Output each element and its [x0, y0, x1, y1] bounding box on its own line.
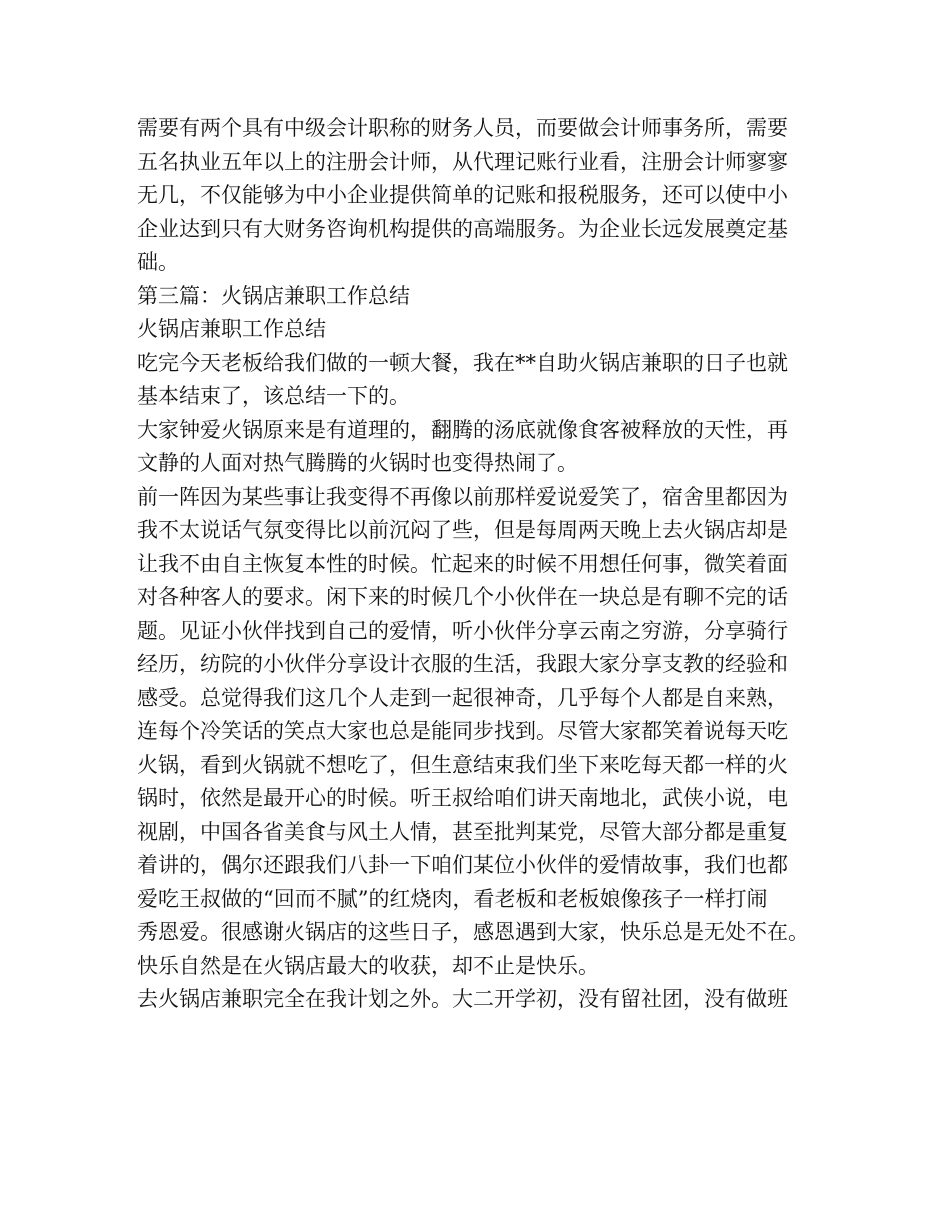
- article-title: 火锅店兼职工作总结: [137, 317, 326, 341]
- text-line: 视剧，中国各省美食与风土人情，甚至批判某党，尽管大部分都是重复: [137, 819, 788, 844]
- text-line: 前一阵因为某些事让我变得不再像以前那样爱说爱笑了，宿舍里都因为: [137, 484, 788, 509]
- text-line: 快乐自然是在火锅店最大的收获，却不止是快乐。: [137, 953, 599, 978]
- text-line: 础。: [137, 250, 179, 274]
- text-line: 题。见证小伙伴找到自己的爱情，听小伙伴分享云南之穷游，分享骑行: [137, 618, 788, 643]
- text-line: 我不太说话气氛变得比以前沉闷了些，但是每周两天晚上去火锅店却是: [137, 518, 788, 542]
- document-body: [137, 112, 817, 1017]
- text-line: 去火锅店兼职完全在我计划之外。大二开学初，没有留社团，没有做班: [137, 987, 788, 1011]
- text-line: 文静的人面对热气腾腾的火锅时也变得热闹了。: [137, 451, 578, 475]
- text-line: 大家钟爱火锅原来是有道理的，翻腾的汤底就像食客被释放的天性，再: [137, 417, 788, 442]
- text-line: 需要有两个具有中级会计职称的财务人员，而要做会计师事务所，需要: [137, 116, 788, 140]
- text-line: 火锅，看到火锅就不想吃了，但生意结束我们坐下来吃每天都一样的火: [137, 752, 788, 777]
- text-line: 无几，不仅能够为中小企业提供简单的记账和报税服务，还可以使中小: [137, 183, 788, 207]
- text-line: 经历，纺院的小伙伴分享设计衣服的生活，我跟大家分享支教的经验和: [137, 652, 788, 676]
- text-line: 感受。总觉得我们这几个人走到一起很神奇，几乎每个人都是自来熟，: [137, 685, 788, 710]
- text-line: 企业达到只有大财务咨询机构提供的高端服务。为企业长远发展奠定基: [137, 216, 788, 241]
- text-line: 着讲的，偶尔还跟我们八卦一下咱们某位小伙伴的爱情故事，我们也都: [137, 853, 788, 877]
- text-line: 让我不由自主恢复本性的时候。忙起来的时候不用想任何事，微笑着面: [137, 551, 788, 576]
- text-line: 锅时，依然是最开心的时候。听王叔给咱们讲天南地北，武侠小说，电: [137, 786, 788, 810]
- text-line: 基本结束了，该总结一下的。: [137, 384, 410, 408]
- text-line: 秀恩爱。很感谢火锅店的这些日子，感恩遇到大家，快乐总是无处不在。: [137, 920, 809, 944]
- section-heading: 第三篇：火锅店兼职工作总结: [137, 283, 410, 308]
- text-line: 对各种客人的要求。闲下来的时候几个小伙伴在一块总是有聊不完的话: [137, 585, 788, 609]
- text-line: 五名执业五年以上的注册会计师，从代理记账行业看，注册会计师寥寥: [137, 149, 788, 174]
- text-line: 吃完今天老板给我们做的一顿大餐，我在**自助火锅店兼职的日子也就: [137, 350, 788, 375]
- text-line: 爱吃王叔做的“回而不腻”的红烧肉，看老板和老板娘像孩子一样打闹: [137, 886, 768, 911]
- text-line: 连每个冷笑话的笑点大家也总是能同步找到。尽管大家都笑着说每天吃: [137, 719, 788, 743]
